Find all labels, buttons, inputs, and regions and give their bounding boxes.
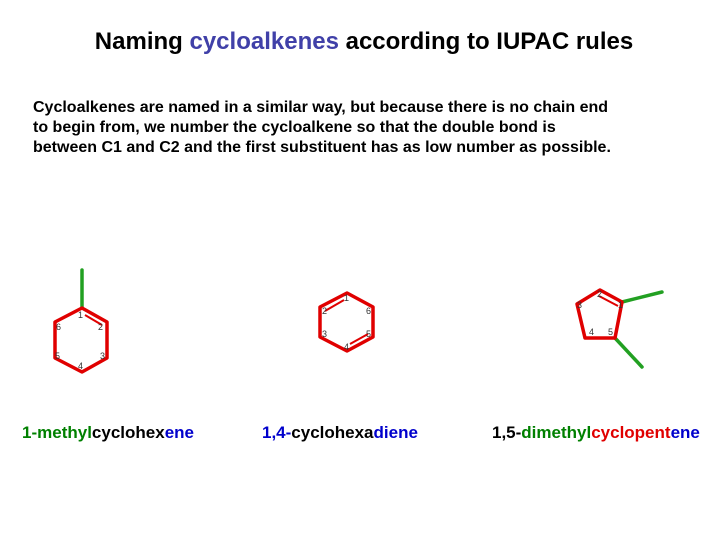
atom-number-1: 1 xyxy=(78,310,84,320)
atom-number-5: 5 xyxy=(366,329,372,339)
title-post: according to IUPAC rules xyxy=(338,28,634,55)
atom-number-3: 3 xyxy=(100,351,106,361)
name-part: cyclohex xyxy=(91,423,165,442)
dimethylcyclopentene-structure xyxy=(565,280,675,380)
name-part: 1,4- xyxy=(262,423,292,442)
name-part: dimethyl xyxy=(521,423,592,442)
compound-name-dimethylcyclopentene xyxy=(492,423,700,443)
atom-number-5: 5 xyxy=(55,351,61,361)
intro-paragraph xyxy=(33,98,713,158)
atom-number-5: 5 xyxy=(608,327,614,337)
compound-name-methylcyclohexene xyxy=(22,423,194,443)
intro-line: Cycloalkenes are named in a similar way, but because there is no chain end xyxy=(33,99,609,116)
atom-number-4: 4 xyxy=(344,342,350,352)
name-part: ene xyxy=(670,423,700,442)
atom-number-6: 6 xyxy=(366,306,372,316)
atom-number-3: 3 xyxy=(577,300,583,310)
intro-line: between C1 and C2 and the first substituent has as low number as possible. xyxy=(33,139,611,156)
atom-number-6: 6 xyxy=(56,322,62,332)
name-part: 1,5- xyxy=(492,423,522,442)
intro-line: to begin from, we number the cycloalkene so that the double bond is xyxy=(33,119,556,136)
atom-number-2: 2 xyxy=(322,306,328,316)
name-part: diene xyxy=(373,423,418,442)
atom-number-2: 2 xyxy=(98,322,104,332)
compound-name-cyclohexadiene xyxy=(262,423,418,443)
name-part: cyclohexa xyxy=(291,423,374,442)
page-title xyxy=(0,28,720,56)
methyl-bond xyxy=(615,338,642,367)
atom-number-2: 2 xyxy=(597,289,603,299)
name-part: cyclopent xyxy=(591,423,671,442)
atom-number-1: 1 xyxy=(344,293,350,303)
title-pre: Naming xyxy=(94,28,190,55)
title-highlight: cycloalkenes xyxy=(189,28,339,55)
methylcyclohexene-structure xyxy=(40,260,130,380)
name-part: 1- xyxy=(22,423,38,442)
atom-number-3: 3 xyxy=(322,329,328,339)
name-part: ene xyxy=(164,423,194,442)
cyclohexadiene-structure xyxy=(305,285,395,365)
atom-number-1: 1 xyxy=(618,300,624,310)
methyl-bond xyxy=(622,292,662,302)
name-part: methyl xyxy=(37,423,92,442)
atom-number-4: 4 xyxy=(78,361,84,371)
atom-number-4: 4 xyxy=(589,327,595,337)
